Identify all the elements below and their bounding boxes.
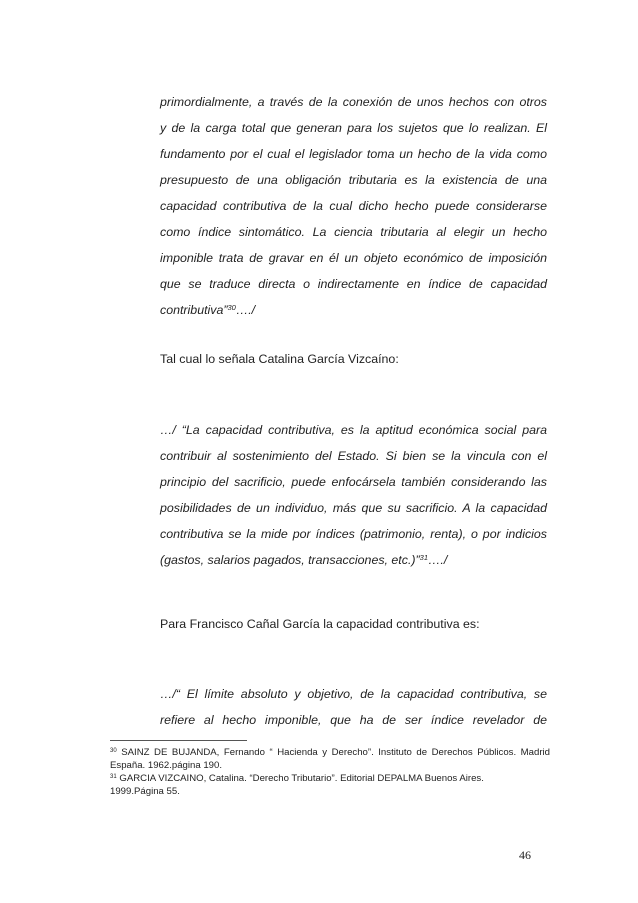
footnote-ref-31: 31 [419,553,428,562]
quote-2-tail: …./ [428,553,448,567]
quote-1-line: capacidad contributiva de la cual dicho hecho puede considerarse [160,199,547,213]
footnote-line [110,772,550,785]
quote-2-line: …/ “La capacidad contributiva, es la aptitud económica social para [160,423,547,437]
quote-2-line: contribuir al sostenimiento del Estado. Si bien se la vincula con el [160,449,547,463]
footnote-ref-30: 30 [227,303,236,312]
quote-2-last-line [160,547,547,573]
quote-3-line: refiere al hecho imponible, que ha de ser índice revelador de [160,713,547,727]
quote-2-line: posibilidades de un individuo, más que su sacrificio. A la capacidad [160,501,547,515]
footnote-30 [110,746,550,772]
quote-1-line: presupuesto de una obligación tributaria es la existencia de una [160,173,547,187]
quote-1-last-line [160,297,547,323]
quote-1-tail: …./ [235,303,256,317]
page-number: 46 [519,848,531,862]
footnote-number: 30 [110,748,117,754]
footnote-31 [110,772,550,798]
quote-1-line: imponible trata de gravar en él un objeto económico de imposición [160,251,547,265]
quote-2-line: principio del sacrificio, puede enfocársela también considerando las [160,475,547,489]
quote-1-line: como índice sintomático. La ciencia tributaria al elegir un hecho [160,225,547,239]
footnote-line [110,746,550,759]
quote-2-last-text: (gastos, salarios pagados, transacciones, etc.)” [160,553,420,567]
footnote-text: GARCIA VIZCAINO, Catalina. “Derecho Tributario”. Editorial DEPALMA Buenos Aires. [119,773,484,784]
intro-paragraph-1: Tal cual lo señala Catalina García Vizcaíno: [160,352,399,366]
footnote-number: 31 [110,774,117,780]
quote-1-line: que se traduce directa o indirectamente en índice de capacidad [160,277,547,291]
quote-2 [160,417,547,573]
quote-1-line: primordialmente, a través de la conexión de unos hechos con otros [160,95,547,109]
quote-1 [160,89,547,323]
quote-3-line: …/“ El límite absoluto y objetivo, de la capacidad contributiva, se [160,687,547,701]
footnote-text: SAINZ DE BUJANDA, Fernando “ Hacienda y Derecho”. Instituto de Derechos Públicos. Madrid [121,747,550,758]
footnote-line: 1999.Página 55. [110,786,180,797]
quote-3 [160,681,547,733]
quote-1-line: fundamento por el cual el legislador toma un hecho de la vida como [160,147,547,161]
quote-1-line: y de la carga total que generan para los sujetos que lo realizan. El [160,121,547,135]
footnote-line: España. 1962.página 190. [110,760,223,771]
intro-paragraph-2: Para Francisco Cañal García la capacidad contributiva es: [160,617,480,631]
quote-1-last-text: contributiva” [160,303,228,317]
quote-2-line: contributiva se la mide por índices (patrimonio, renta), o por indicios [160,527,547,541]
footnote-separator [110,740,247,741]
